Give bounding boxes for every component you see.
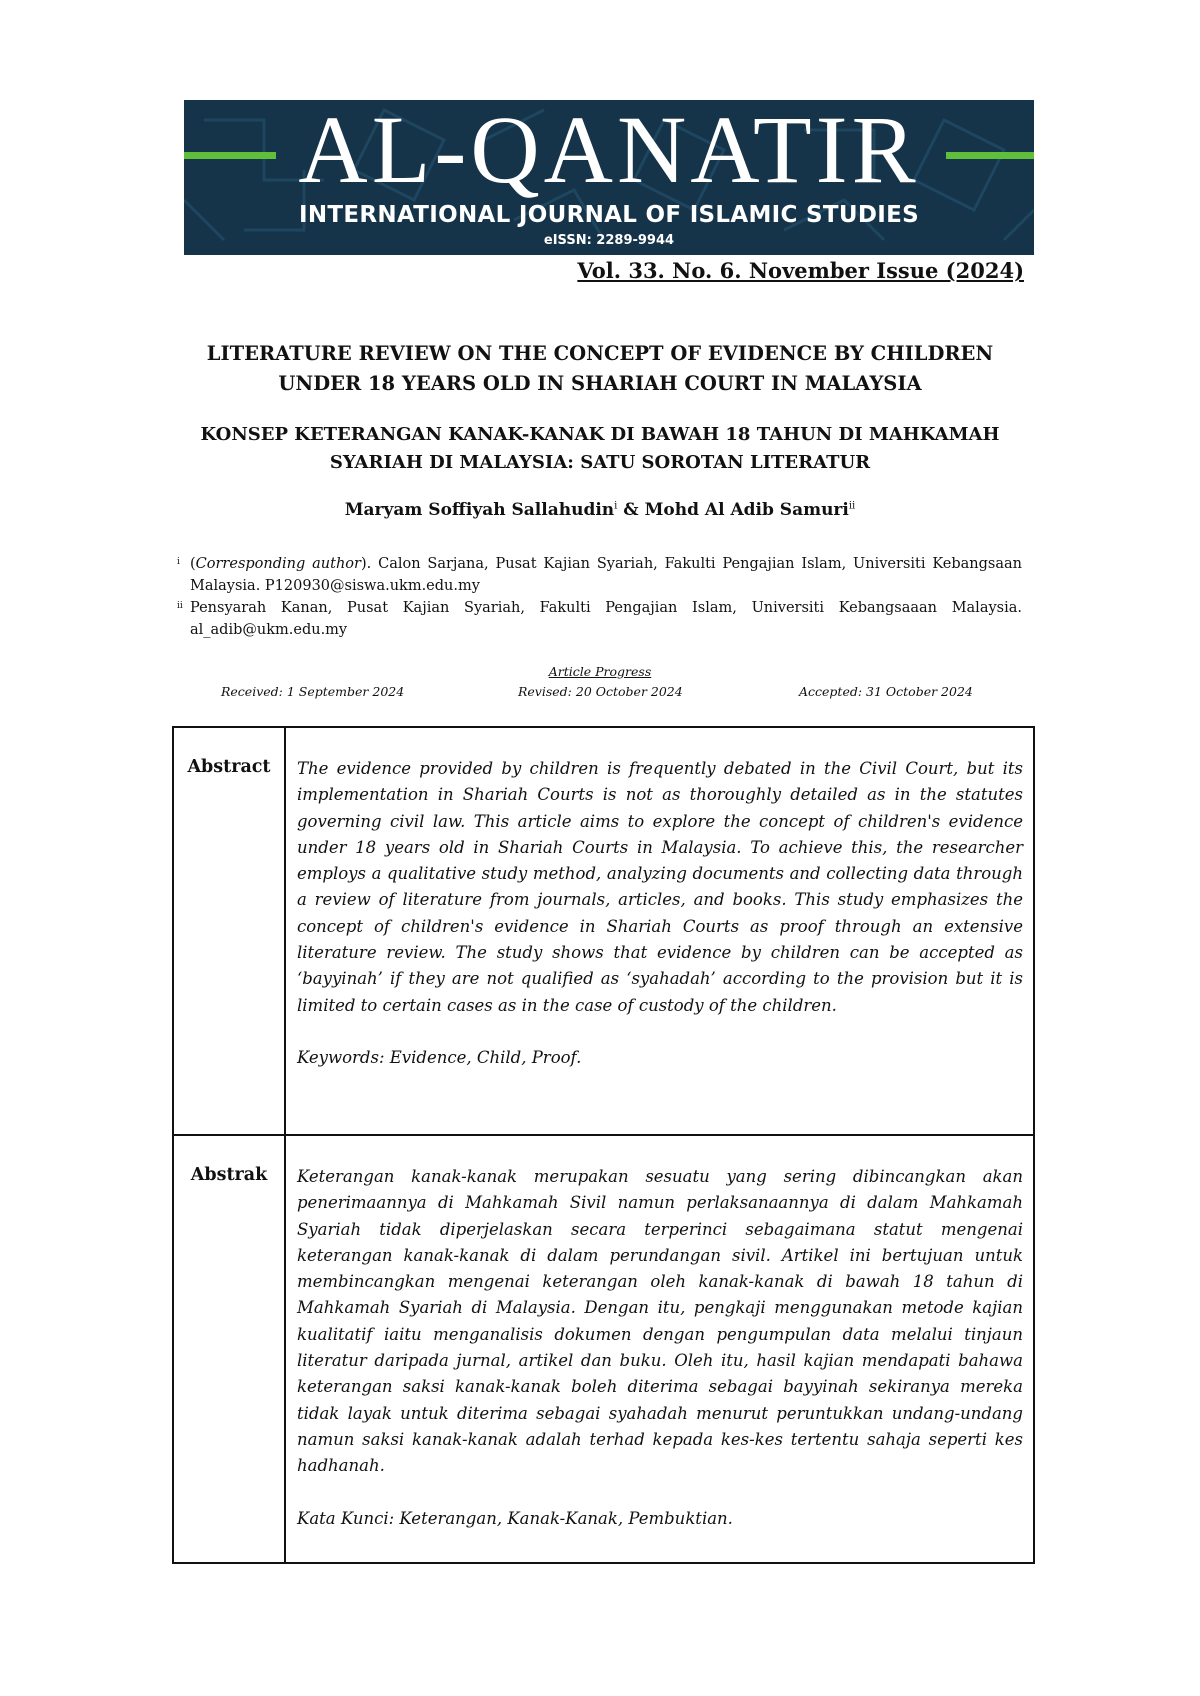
affiliation-text: . Calon Sarjana, Pusat Kajian Syariah, Fakulti Pengajian Islam, Universiti Kebangsaan Malaysia. P120930@siswa.ukm.edu.my [190,556,1022,594]
article-progress-heading: Article Progress [548,664,652,679]
abstract-row [173,1135,1034,1563]
abstract-text: Keterangan kanak-kanak merupakan sesuatu yang sering dibincangkan akan penerimaannya di Mahkamah Sivil namun perlaksanaannya di dalam Mahkamah Syariah tidak diperjelaskan secara terperinci sebagaimana statut mengenai keterangan kanak-kanak di dalam perundangan sivil. Artikel ini bertujuan untuk membincangkan mengenai keterangan oleh kanak-kanak di bawah 18 tahun di Mahkamah Syariah di Malaysia. Dengan itu, pengkaji menggunakan metode kajian kualitatif iaitu menganalisis dokumen dengan pengumpulan data melalui tinjaun literatur daripada jurnal, artikel dan buku. Oleh itu, hasil kajian mendapati bahawa keterangan saksi kanak-kanak boleh diterima sebagai bayyinah sekiranya mereka tidak layak untuk diterima sebagai syahadah menurut peruntukkan undang-undang namun saksi kanak-kanak adalah terhad kepada kes-kes tertentu sahaja seperti kes hadhanah. [297,1167,1023,1476]
affiliation: i (Corresponding author). Calon Sarjana, Pusat Kajian Syariah, Fakulti Pengajian Islam, Universiti Kebangsaan Malaysia. P120930@siswa.ukm.edu.my [190,553,1022,597]
author-mark: i [614,500,618,512]
abstract-cell [285,727,1034,1135]
article-title-english: LITERATURE REVIEW ON THE CONCEPT OF EVIDENCE BY CHILDREN UNDER 18 YEARS OLD IN SHARIAH COURT IN MALAYSIA [206,342,994,395]
affiliation-role: Corresponding author [195,556,361,572]
affiliation-text: Pensyarah Kanan, Pusat Kajian Syariah, Fakulti Pengajian Islam, Universiti Kebangsaaan Malaysia. al_adib@ukm.edu.my [190,600,1022,638]
abstract-label: Abstrak [173,1135,285,1563]
abstract-label: Abstract [173,727,285,1135]
affiliation-mark: i [177,557,180,567]
abstract-keywords: Kata Kunci: Keterangan, Kanak-Kanak, Pembuktian. [297,1508,733,1528]
author-mark: ii [848,500,856,512]
author-list [172,500,1028,520]
author-name: Maryam Soffiyah Sallahudin [344,500,615,520]
affiliation [177,597,1022,641]
journal-subtitle: INTERNATIONAL JOURNAL OF ISLAMIC STUDIES [299,202,919,228]
journal-eissn: eISSN: 2289-9944 [543,233,675,248]
volume-issue: Vol. 33. No. 6. November Issue (2024) [577,258,1024,283]
abstract-text: The evidence provided by children is frequently debated in the Civil Court, but its implementation in Shariah Courts is not as thoroughly detailed as in the statutes governing civil law. This article aims to explore the concept of children's evidence under 18 years old in Shariah Courts in Malaysia. To achieve this, the researcher employs a qualitative study method, analyzing documents and collecting data through a review of literature from journals, articles, and books. This study emphasizes the concept of children's evidence in Shariah Courts as proof through an extensive literature review. The study shows that evidence by children can be accepted as ‘bayyinah’ if they are not qualified as ‘syahadah’ according to the provision but it is limited to certain cases as in the case of custody of the children. [297,759,1023,1015]
affiliation-mark: ii [177,601,183,611]
abstract-row [173,727,1034,1135]
abstract-table [172,726,1035,1564]
author-separator: & [623,500,639,520]
abstract-keywords: Keywords: Evidence, Child, Proof. [297,1047,582,1067]
received-date: Received: 1 September 2024 [221,684,405,699]
article-title-malay: KONSEP KETERANGAN KANAK-KANAK DI BAWAH 18 TAHUN DI MAHKAMAH SYARIAH DI MALAYSIA: SATU SOROTAN LITERATUR [200,424,1000,473]
journal-name: AL-QANATIR [298,100,920,203]
revised-date: Revised: 20 October 2024 [518,684,683,699]
accepted-date: Accepted: 31 October 2024 [799,684,973,699]
author-name: Mohd Al Adib Samuri [644,500,849,520]
abstract-cell [285,1135,1034,1563]
journal-banner [184,100,1034,255]
